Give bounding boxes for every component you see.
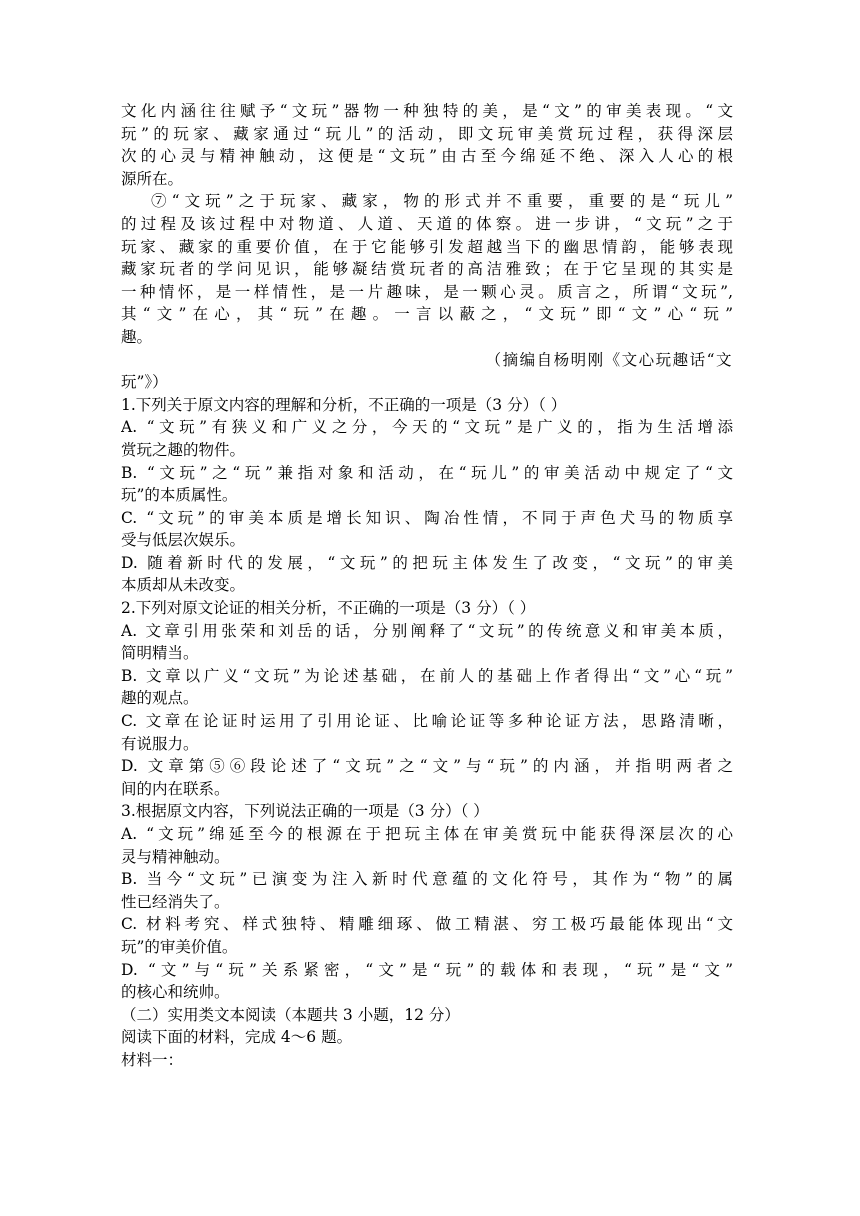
option-line: 赏玩之趣的物件。 [121, 440, 246, 459]
option-b[interactable] [121, 462, 733, 507]
option-line: D. 文章第⑤⑥段论述了“文玩”之“文”与“玩”的内涵，并指明两者之 [121, 757, 733, 776]
option-b[interactable] [121, 868, 733, 913]
text-line: 的过程及该过程中对物道、人道、天道的体察。进一步讲，“文玩”之于 [121, 214, 733, 233]
option-a[interactable] [121, 416, 733, 461]
option-line: 简明精当。 [121, 644, 199, 663]
text-line: 源所在。 [121, 169, 184, 188]
option-d[interactable] [121, 552, 733, 597]
option-line: B. “文玩”之“玩”兼指对象和活动，在“玩儿”的审美活动中规定了“文 [121, 463, 733, 482]
option-line: C. “文玩”的审美本质是增长知识、陶冶性情，不同于声色犬马的物质享 [121, 508, 733, 527]
paragraph-6 [121, 100, 733, 190]
option-d[interactable] [121, 755, 733, 800]
paragraph-7 [121, 190, 733, 348]
document-page [121, 100, 733, 1072]
option-line: 玩”的本质属性。 [121, 486, 238, 505]
text-line: 一种情怀，是一样情性，是一片趣味，是一颗心灵。质言之，所谓“文玩”, [121, 282, 733, 301]
text-line: 玩家、藏家的重要价值，在于它能够引发超越当下的幽思情韵，能够表现 [121, 237, 733, 256]
text-line: 文化内涵往往赋予“文玩”器物一种独特的美，是“文”的审美表现。“文 [121, 102, 733, 120]
text-line: 玩”的玩家、藏家通过“玩儿”的活动，即文玩审美赏玩过程，获得深层 [121, 124, 733, 143]
text-line: 其“文”在心，其“玩”在趣。一言以蔽之，“文玩”即“文”心“玩” [121, 305, 733, 324]
option-d[interactable] [121, 959, 733, 1004]
question-stem: 2.下列对原文论证的相关分析，不正确的一项是（3 分）（ ） [121, 599, 536, 618]
option-c[interactable] [121, 710, 733, 755]
option-line: 间的内在联系。 [121, 779, 230, 798]
source-line: 玩”》） [121, 373, 168, 392]
option-line: D. 随着新时代的发展，“文玩”的把玩主体发生了改变，“文玩”的审美 [121, 553, 733, 572]
option-c[interactable] [121, 913, 733, 958]
option-b[interactable] [121, 665, 733, 710]
option-line: A. “文玩”有狭义和广义之分，今天的“文玩”是广义的，指为生活增添 [121, 418, 733, 437]
text-line: 次的心灵与精神触动，这便是“文玩”由古至今绵延不绝、深入人心的根 [121, 147, 733, 166]
option-line: C. 材料考究、样式独特、精雕细琢、做工精湛、穷工极巧最能体现出“文 [121, 915, 733, 934]
text-line: 藏家玩者的学问见识，能够凝结赏玩者的高洁雅致；在于它呈现的其实是 [121, 260, 733, 279]
option-line: 玩”的审美价值。 [121, 937, 238, 956]
option-a[interactable] [121, 620, 733, 665]
source-citation [121, 349, 733, 394]
text-line: ⑦“文玩”之于玩家、藏家，物的形式并不重要，重要的是“玩儿” [151, 192, 733, 211]
option-line: 性已经消失了。 [121, 892, 230, 911]
option-line: 的核心和统帅。 [121, 983, 230, 1002]
question-stem: 1.下列关于原文内容的理解和分析，不正确的一项是（3 分）（ ） [121, 395, 567, 414]
question-2 [121, 597, 733, 800]
section-2 [121, 1004, 733, 1072]
text-line: 趣。 [121, 327, 153, 346]
option-line: 有说服力。 [121, 734, 199, 753]
source-line: （摘编自杨明刚《文心玩趣话“文 [485, 350, 733, 369]
option-line: 本质却从未改变。 [121, 576, 246, 595]
option-a[interactable] [121, 823, 733, 868]
section-heading: （二）实用类文本阅读（本题共 3 小题，12 分） [121, 1005, 460, 1024]
option-c[interactable] [121, 507, 733, 552]
option-line: 灵与精神触动。 [121, 847, 230, 866]
section-instruction: 阅读下面的材料，完成 4～6 题。 [121, 1028, 353, 1047]
option-line: B. 当今“文玩”已演变为注入新时代意蕴的文化符号，其作为“物”的属 [121, 870, 733, 889]
material-label: 材料一： [121, 1050, 184, 1069]
option-line: A. “文玩”绵延至今的根源在于把玩主体在审美赏玩中能获得深层次的心 [121, 825, 733, 843]
option-line: 趣的观点。 [121, 689, 199, 708]
question-stem: 3.根据原文内容，下列说法正确的一项是（3 分）（ ） [121, 802, 489, 821]
option-line: B. 文章以广义“文玩”为论述基础，在前人的基础上作者得出“文”心“玩” [121, 666, 733, 685]
question-1 [121, 394, 733, 597]
question-3 [121, 800, 733, 1003]
option-line: D. “文”与“玩”关系紧密，“文”是“玩”的载体和表现，“玩”是“文” [121, 960, 733, 979]
option-line: 受与低层次娱乐。 [121, 531, 246, 550]
option-line: A. 文章引用张荣和刘岳的话，分别阐释了“文玩”的传统意义和审美本质， [121, 621, 733, 640]
option-line: C. 文章在论证时运用了引用论证、比喻论证等多种论证方法，思路清晰， [121, 712, 733, 731]
